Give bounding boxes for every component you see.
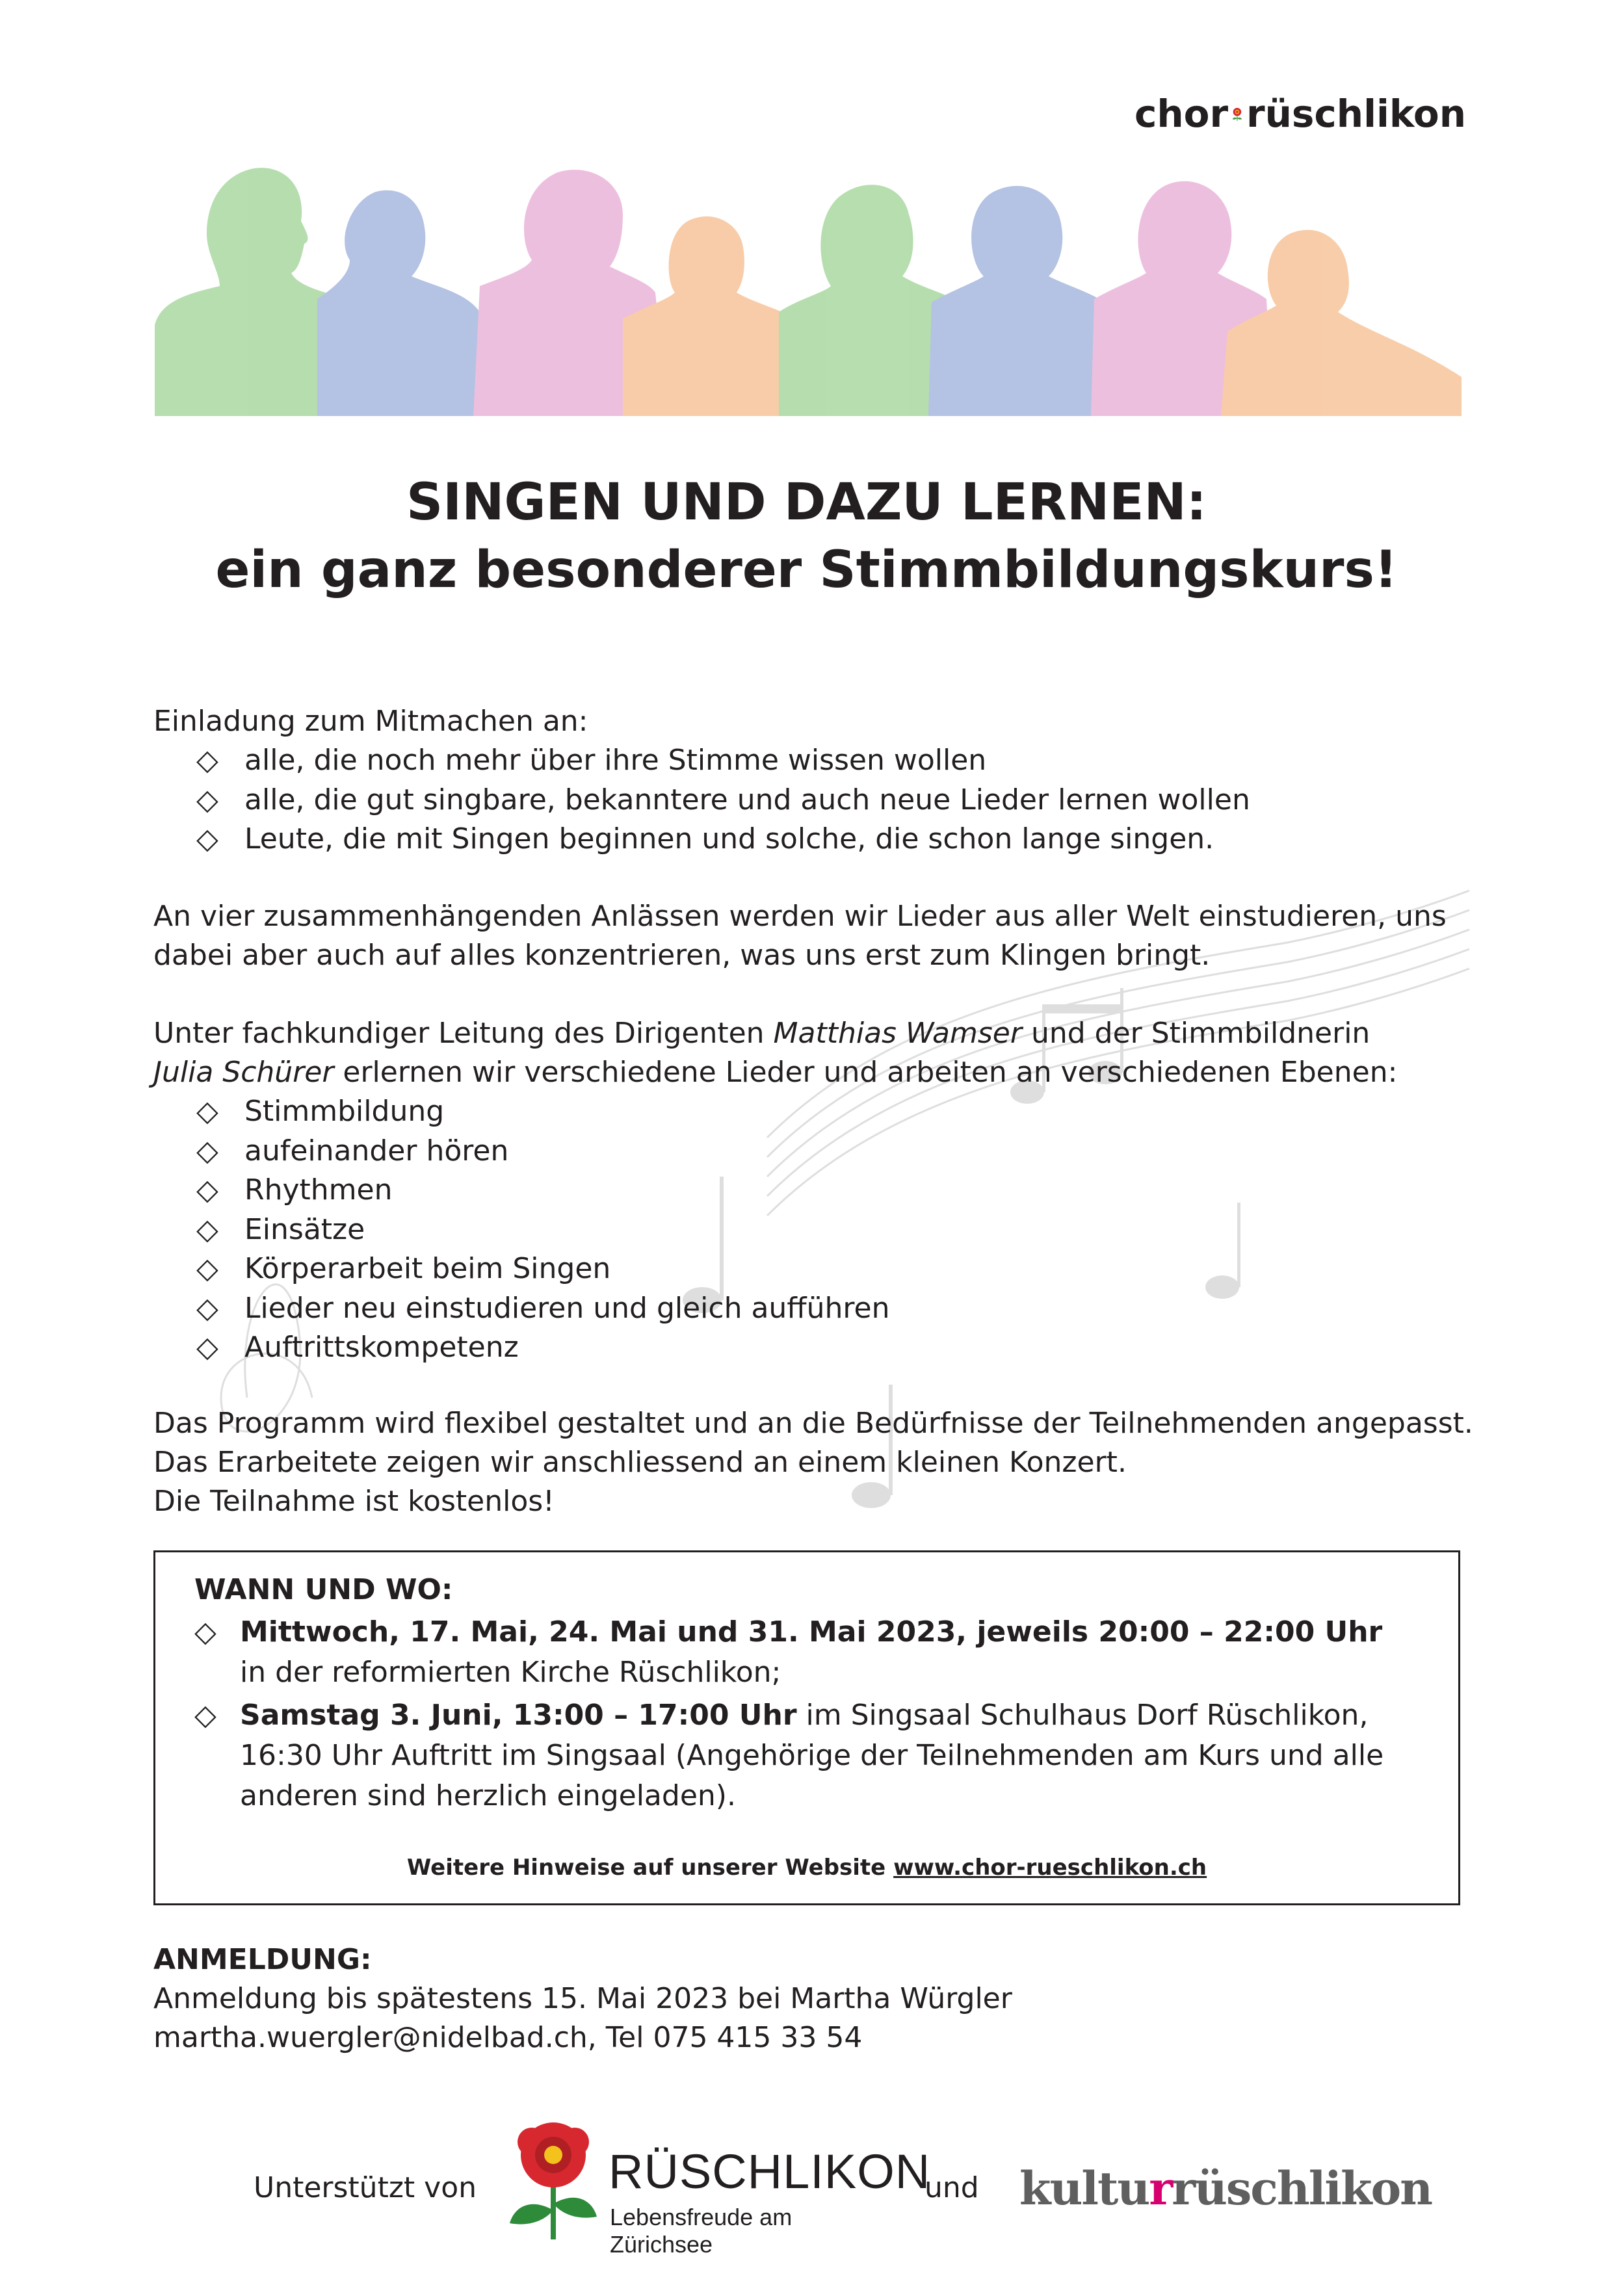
municipality-name: RÜSCHLIKON xyxy=(609,2145,931,2198)
diamond-icon: ◇ xyxy=(194,1699,216,1732)
diamond-icon: ◇ xyxy=(196,1173,218,1207)
voice-teacher-name: Julia Schürer xyxy=(153,1056,334,1089)
kultur-rueschlikon-logo: kulturrüschlikon xyxy=(1019,2161,1432,2215)
intro-lead: Einladung zum Mitmachen an: xyxy=(153,705,588,738)
diamond-icon: ◇ xyxy=(196,822,218,855)
conductor-name: Matthias Wamser xyxy=(773,1017,1022,1050)
registration-section: ANMELDUNG: Anmeldung bis spätestens 15. Mai 2023 bei Martha Würgler martha.wuergler@nidelbad.ch, Tel 075 415 33 54 xyxy=(153,1940,1012,2057)
list-item: ◇ Einsätze xyxy=(196,1210,889,1250)
diamond-icon: ◇ xyxy=(196,1331,218,1364)
diamond-icon: ◇ xyxy=(196,744,218,777)
logo-text-chor: chor xyxy=(1134,92,1229,136)
list-item: ◇ alle, die gut singbare, bekanntere und auch neue Lieder lernen wollen xyxy=(196,781,1250,820)
intro-list xyxy=(196,741,1250,859)
list-item: ◇ Leute, die mit Singen beginnen und solche, die schon lange singen. xyxy=(196,820,1250,859)
list-item: ◇ Auftrittskompetenz xyxy=(196,1328,889,1368)
chor-rueschlikon-logo xyxy=(1134,85,1466,143)
logo-text-rueschlikon: rüschlikon xyxy=(1246,92,1466,136)
list-item: ◇ Rhythmen xyxy=(196,1171,889,1210)
list-item: ◇ alle, die noch mehr über ihre Stimme wissen wollen xyxy=(196,741,1250,781)
schedule-box: WANN UND WO: ◇ Mittwoch, 17. Mai, 24. Mai und 31. Mai 2023, jeweils 20:00 – 22:00 Uhr in der reformierten Kirche Rüschlikon; ◇ Samstag 3. Juni, 13:00 – 17:00 Uhr im Singsaal Schulhaus Dorf Rüschlikon, 16:30 Uhr Auftritt im Singsaal (Angehörige der Teilnehmenden am Kurs und alle anderen sind herzlich eingeladen). Weitere Hinweise auf unserer Website www.chor-rueschlikon.ch xyxy=(153,1550,1460,1905)
page-subtitle: ein ganz besonderer Stimmbildungskurs! xyxy=(215,541,1398,599)
topics-list xyxy=(196,1092,889,1368)
and-label: und xyxy=(925,2171,979,2204)
municipality-tagline: Lebensfreude am Zürichsee xyxy=(610,2204,793,2258)
list-item: ◇ aufeinander hören xyxy=(196,1132,889,1171)
diamond-icon: ◇ xyxy=(196,1095,218,1128)
paragraph-leaders: Unter fachkundiger Leitung des Dirigenten Matthias Wamser und der Stimmbildnerin Julia Schürer erlernen wir verschiedene Lieder und arbeiten an verschiedenen Ebenen: xyxy=(153,1017,1398,1089)
website-link[interactable]: www.chor-rueschlikon.ch xyxy=(893,1855,1207,1881)
page-title: SINGEN UND DAZU LERNEN: xyxy=(406,473,1207,532)
website-note: Weitere Hinweise auf unserer Website www.chor-rueschlikon.ch xyxy=(406,1855,1207,1881)
diamond-icon: ◇ xyxy=(194,1615,216,1649)
choir-silhouettes-banner xyxy=(155,163,1462,416)
diamond-icon: ◇ xyxy=(196,1252,218,1285)
diamond-icon: ◇ xyxy=(196,783,218,816)
schedule-heading: WANN UND WO: xyxy=(194,1573,453,1606)
diamond-icon: ◇ xyxy=(196,1291,218,1325)
paragraph-events: An vier zusammenhängenden Anlässen werden wir Lieder aus aller Welt einstudieren, uns dabei aber auch auf alles konzentrieren, was uns erst zum Klingen bringt. xyxy=(153,900,1447,972)
rose-icon xyxy=(505,2119,602,2243)
diamond-icon: ◇ xyxy=(196,1212,218,1246)
list-item: ◇ Lieder neu einstudieren und gleich aufführen xyxy=(196,1289,889,1329)
paragraph-program: Das Programm wird flexibel gestaltet und an die Bedürfnisse der Teilnehmenden angepasst. Das Erarbeitete zeigen wir anschliessend an einem kleinen Konzert. Die Teilnahme ist kostenlos! xyxy=(153,1407,1473,1518)
flower-icon xyxy=(1231,88,1244,140)
diamond-icon: ◇ xyxy=(196,1134,218,1168)
contact-info: martha.wuergler@nidelbad.ch, Tel 075 415 33 54 xyxy=(153,2021,863,2054)
list-item: ◇ Körperarbeit beim Singen xyxy=(196,1249,889,1289)
registration-heading: ANMELDUNG: xyxy=(153,1943,372,1976)
sponsor-label: Unterstützt von xyxy=(254,2171,477,2204)
list-item: ◇ Stimmbildung xyxy=(196,1092,889,1132)
rueschlikon-municipality-logo xyxy=(505,2119,931,2258)
